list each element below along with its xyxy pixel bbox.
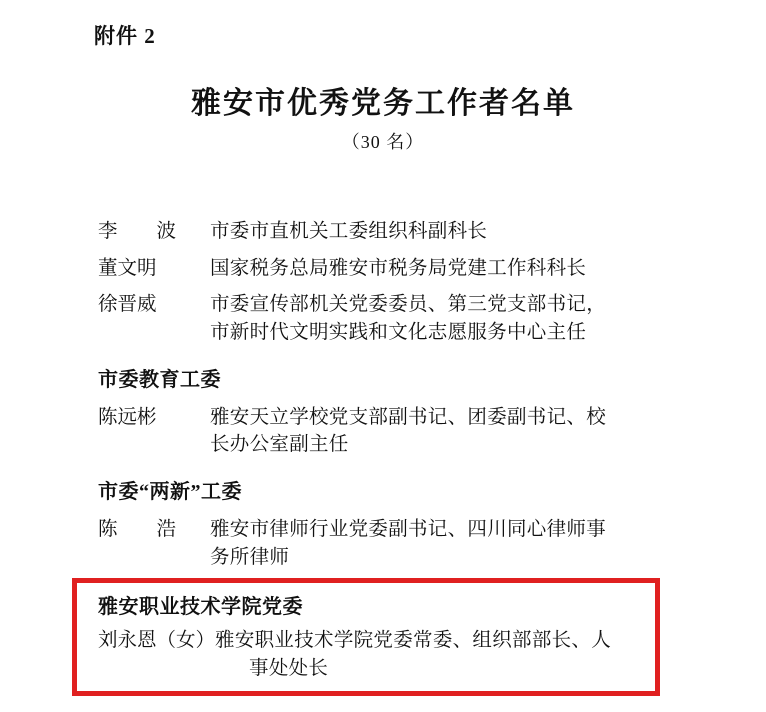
name-list	[98, 218, 668, 581]
list-item	[98, 255, 668, 283]
list-item	[98, 404, 668, 459]
person-title	[210, 255, 668, 283]
person-title-line1: 雅安天立学校党支部副书记、团委副书记、校	[210, 406, 607, 428]
person-name: 李 波	[98, 221, 177, 242]
attachment-label: 附件 2	[94, 24, 156, 48]
person-title-line2: 长办公室副主任	[210, 434, 349, 456]
section-heading-vocational-college: 雅安职业技术学院党委	[98, 596, 303, 618]
person-title-line2: 事处处长	[249, 658, 329, 680]
person-title-line2: 务所律师	[210, 546, 290, 568]
section-heading-liangxin: 市委“两新”工委	[98, 481, 242, 504]
page-subtitle-count: （30 名）	[341, 132, 425, 152]
person-title	[210, 218, 668, 246]
person-title-line1: 市委宣传部机关党委委员、第三党支部书记，	[210, 294, 607, 316]
person-name: 陈远彬	[98, 406, 157, 428]
page-title: 雅安市优秀党务工作者名单	[191, 87, 575, 120]
person-title	[210, 516, 668, 571]
person-name: 徐晋威	[98, 294, 157, 316]
person-title-line1: 雅安市律师行业党委副书记、四川同心律师事	[210, 519, 607, 541]
person-title-line1: 国家税务总局雅安市税务局党建工作科科长	[210, 257, 587, 279]
person-title-line2: 市新时代文明实践和文化志愿服务中心主任	[210, 322, 587, 344]
person-title	[210, 291, 668, 346]
list-item-highlighted	[98, 627, 658, 684]
list-item	[98, 516, 668, 571]
person-title-line1: 市委市直机关工委组织科副科长	[210, 221, 488, 242]
person-name: 陈 浩	[98, 519, 177, 541]
person-title-line1: 雅安职业技术学院党委常委、组织部部长、人	[215, 630, 612, 651]
section-heading-education: 市委教育工委	[98, 368, 221, 391]
person-name: 董文明	[98, 257, 157, 279]
person-title	[215, 627, 658, 684]
list-item	[98, 218, 668, 246]
person-name: 刘永恩（女）	[98, 630, 216, 651]
list-item	[98, 291, 668, 346]
person-title	[210, 404, 668, 459]
